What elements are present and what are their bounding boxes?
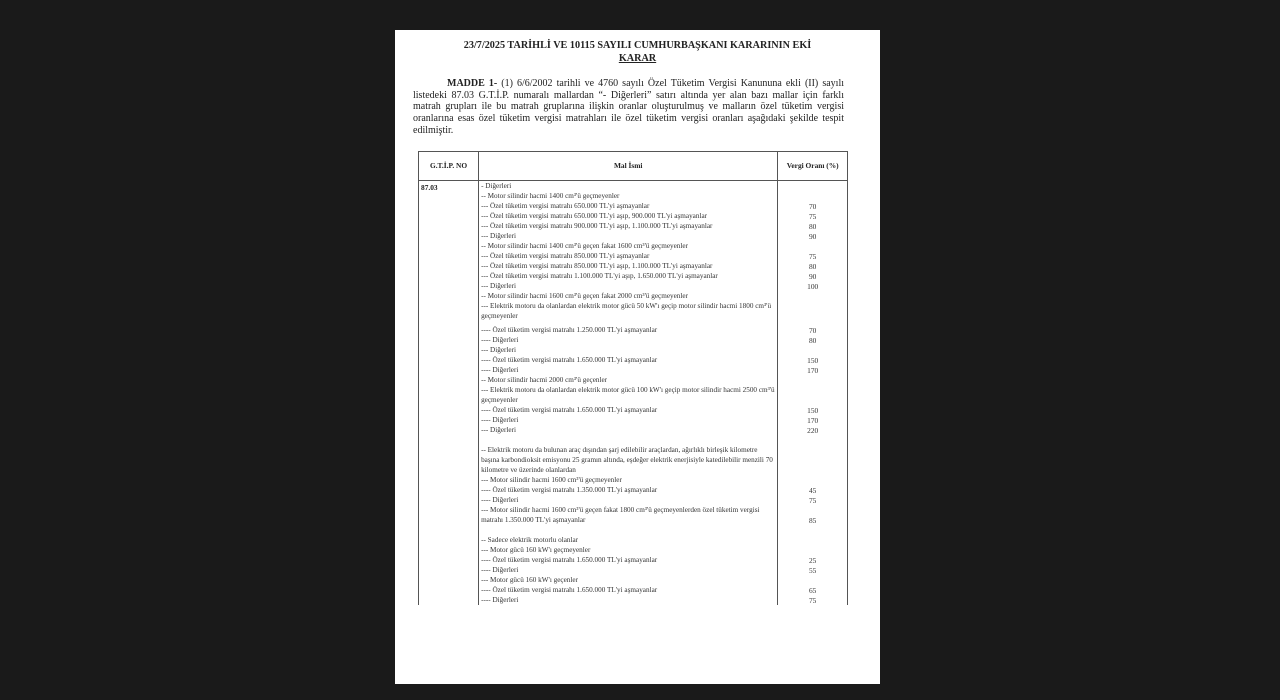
table-row <box>481 575 775 585</box>
table-row <box>481 375 775 385</box>
table-body-row <box>419 181 848 606</box>
table-row <box>481 405 775 415</box>
item-name: ---- Özel tüketim vergisi matrahı 1.650.000 TL'yi aşmayanlar <box>481 556 658 564</box>
table-row <box>481 475 775 485</box>
table-row <box>481 345 775 355</box>
item-name: -- Motor silindir hacmi 1400 cm³'ü geçen fakat 1600 cm³'ü geçmeyenler <box>481 242 688 250</box>
tax-rate-value: 170 <box>807 365 819 375</box>
item-name: --- Elektrik motoru da olanlardan elektrik motor gücü 100 kW'ı geçip motor silindir hacmi 2500 cm³'ü geçmeyenler <box>481 386 775 404</box>
table-row <box>481 231 775 241</box>
tax-rate-value: 75 <box>808 251 817 261</box>
tax-rate-value: 75 <box>808 211 817 221</box>
table-row <box>481 565 775 575</box>
item-name: -- Motor silindir hacmi 2000 cm³'ü geçenler <box>481 376 608 384</box>
table-row <box>481 251 775 261</box>
madde-paragraph <box>413 78 844 137</box>
item-name: -- Motor silindir hacmi 1400 cm³'ü geçmeyenler <box>481 192 620 200</box>
table-row <box>481 415 775 425</box>
item-name: --- Motor gücü 160 kW'ı geçmeyenler <box>481 546 591 554</box>
table-row <box>481 355 775 365</box>
item-name: --- Diğerleri <box>481 232 516 240</box>
tax-rate-value: 100 <box>807 281 819 291</box>
table-row <box>481 335 775 345</box>
document-title <box>415 39 860 65</box>
item-name: ---- Diğerleri <box>481 366 519 374</box>
item-name: ---- Diğerleri <box>481 336 519 344</box>
item-name: -- Motor silindir hacmi 1600 cm³'ü geçen fakat 2000 cm³'ü geçmeyenler <box>481 292 688 300</box>
table-row <box>481 261 775 271</box>
table-row <box>481 181 775 191</box>
tax-rate-value: 85 <box>808 515 817 525</box>
item-name: --- Özel tüketim vergisi matrahı 850.000 TL'yi aşıp, 1.100.000 TL'yi aşmayanlar <box>481 262 713 270</box>
table-row <box>481 595 775 605</box>
item-name: ---- Diğerleri <box>481 596 519 604</box>
tax-rate-value: 220 <box>807 425 819 435</box>
item-name: --- Motor silindir hacmi 1600 cm³'ü geçen fakat 1800 cm³'ü geçmeyenlerden özel tüketim vergisi matrahı 1.350.000 TL'yi aşmayanlar <box>481 506 760 524</box>
table-row <box>481 271 775 281</box>
rates-column <box>778 181 848 606</box>
madde-text: (1) 6/6/2002 tarihli ve 4760 sayılı Özel Tüketim Vergisi Kanununa ekli (II) sayılı listedeki 87.03 G.T.İ.P. numaralı mallardan “- Diğerleri” satırı altında yer alan bazı mallar için farklı matrah grupları ile bu matrah gruplarına ilişkin oranlar oluşturulmuş ve malların özel tüketim vergisi oranlarına esas özel tüketim vergisi matrahları ile özel tüketim vergisi oranları aşağıdaki şekilde tespit edilmiştir. <box>413 78 845 136</box>
item-name: ---- Özel tüketim vergisi matrahı 1.650.000 TL'yi aşmayanlar <box>481 406 658 414</box>
tax-rate-value: 170 <box>807 415 819 425</box>
item-name: ---- Özel tüketim vergisi matrahı 1.350.000 TL'yi aşmayanlar <box>481 486 658 494</box>
table-row <box>481 495 775 505</box>
table-row <box>481 211 775 221</box>
item-name: --- Diğerleri <box>481 426 516 434</box>
item-name: ---- Özel tüketim vergisi matrahı 1.650.000 TL'yi aşmayanlar <box>481 586 658 594</box>
table-row <box>481 191 775 201</box>
item-name: ---- Diğerleri <box>481 496 519 504</box>
tax-rate-value: 150 <box>807 405 819 415</box>
tax-rate-value: 75 <box>808 595 817 605</box>
table-row <box>481 445 775 475</box>
table-row <box>481 535 775 545</box>
table-row <box>481 385 775 405</box>
table-row <box>481 241 775 251</box>
table-row <box>481 585 775 595</box>
tax-rate-value: 70 <box>808 201 817 211</box>
tax-rate-value: 65 <box>808 585 817 595</box>
item-name: --- Özel tüketim vergisi matrahı 650.000 TL'yi aşmayanlar <box>481 202 650 210</box>
gtip-code: 87.03 <box>419 181 479 606</box>
title-line1: 23/7/2025 TARİHLİ VE 10115 SAYILI CUMHURBAŞKANI KARARININ EKİ <box>463 40 812 51</box>
table-row <box>481 291 775 301</box>
item-name: ---- Özel tüketim vergisi matrahı 1.250.000 TL'yi aşmayanlar <box>481 326 658 334</box>
tax-rate-value: 70 <box>808 325 817 335</box>
item-names-column <box>479 181 778 606</box>
item-name: -- Elektrik motoru da bulunan araç dışından şarj edilebilir araçlardan, ağırlıklı birleşik kilometre başına karbondioksit emisyonu 25 gramın altında, eşdeğer elektrik enerjisiyle katedilebilir menzili 70 kilometre ve üzerinde olanlardan <box>481 446 773 474</box>
item-name: --- Elektrik motoru da olanlardan elektrik motor gücü 50 kW'ı geçip motor silindir hacmi 1800 cm³'ü geçmeyenler <box>481 302 772 320</box>
tax-rate-value: 75 <box>808 495 817 505</box>
table-row <box>481 485 775 495</box>
table-row <box>481 201 775 211</box>
table-row <box>481 505 775 525</box>
header-rate: Vergi Oranı (%) <box>778 152 848 181</box>
tax-rate-value: 90 <box>808 271 817 281</box>
title-line2: KARAR <box>618 53 657 64</box>
tax-rate-value: 25 <box>808 555 817 565</box>
table-header-row <box>419 152 848 181</box>
document-page <box>395 30 880 684</box>
item-name: --- Özel tüketim vergisi matrahı 1.100.000 TL'yi aşıp, 1.650.000 TL'yi aşmayanlar <box>481 272 718 280</box>
table-row <box>481 281 775 291</box>
table-row <box>481 221 775 231</box>
table-row <box>481 325 775 335</box>
item-name: ---- Diğerleri <box>481 566 519 574</box>
table-row <box>481 425 775 435</box>
item-name: ---- Özel tüketim vergisi matrahı 1.650.000 TL'yi aşmayanlar <box>481 356 658 364</box>
madde-label: MADDE 1- <box>447 78 498 89</box>
header-code: G.T.İ.P. NO <box>419 152 479 181</box>
table-row <box>481 365 775 375</box>
tax-rate-value: 80 <box>808 221 817 231</box>
item-name: --- Motor silindir hacmi 1600 cm³'ü geçmeyenler <box>481 476 622 484</box>
item-name: --- Diğerleri <box>481 282 516 290</box>
table-row <box>481 555 775 565</box>
item-name: --- Özel tüketim vergisi matrahı 650.000 TL'yi aşıp, 900.000 TL'yi aşmayanlar <box>481 212 708 220</box>
item-name: --- Motor gücü 160 kW'ı geçenler <box>481 576 578 584</box>
header-name: Mal İsmi <box>479 152 778 181</box>
tax-rate-value: 55 <box>808 565 817 575</box>
item-name: --- Diğerleri <box>481 346 516 354</box>
tax-rate-table <box>418 151 848 605</box>
item-name: --- Özel tüketim vergisi matrahı 850.000 TL'yi aşmayanlar <box>481 252 650 260</box>
item-name: -- Sadece elektrik motorlu olanlar <box>481 536 579 544</box>
tax-rate-value: 150 <box>807 355 819 365</box>
tax-rate-value: 90 <box>808 231 817 241</box>
table-row <box>481 301 775 321</box>
table-row <box>481 545 775 555</box>
item-name: - Diğerleri <box>481 182 512 190</box>
tax-rate-value: 80 <box>808 335 817 345</box>
tax-rate-value: 80 <box>808 261 817 271</box>
item-name: ---- Diğerleri <box>481 416 519 424</box>
item-name: --- Özel tüketim vergisi matrahı 900.000 TL'yi aşıp, 1.100.000 TL'yi aşmayanlar <box>481 222 713 230</box>
tax-rate-value: 45 <box>808 485 817 495</box>
